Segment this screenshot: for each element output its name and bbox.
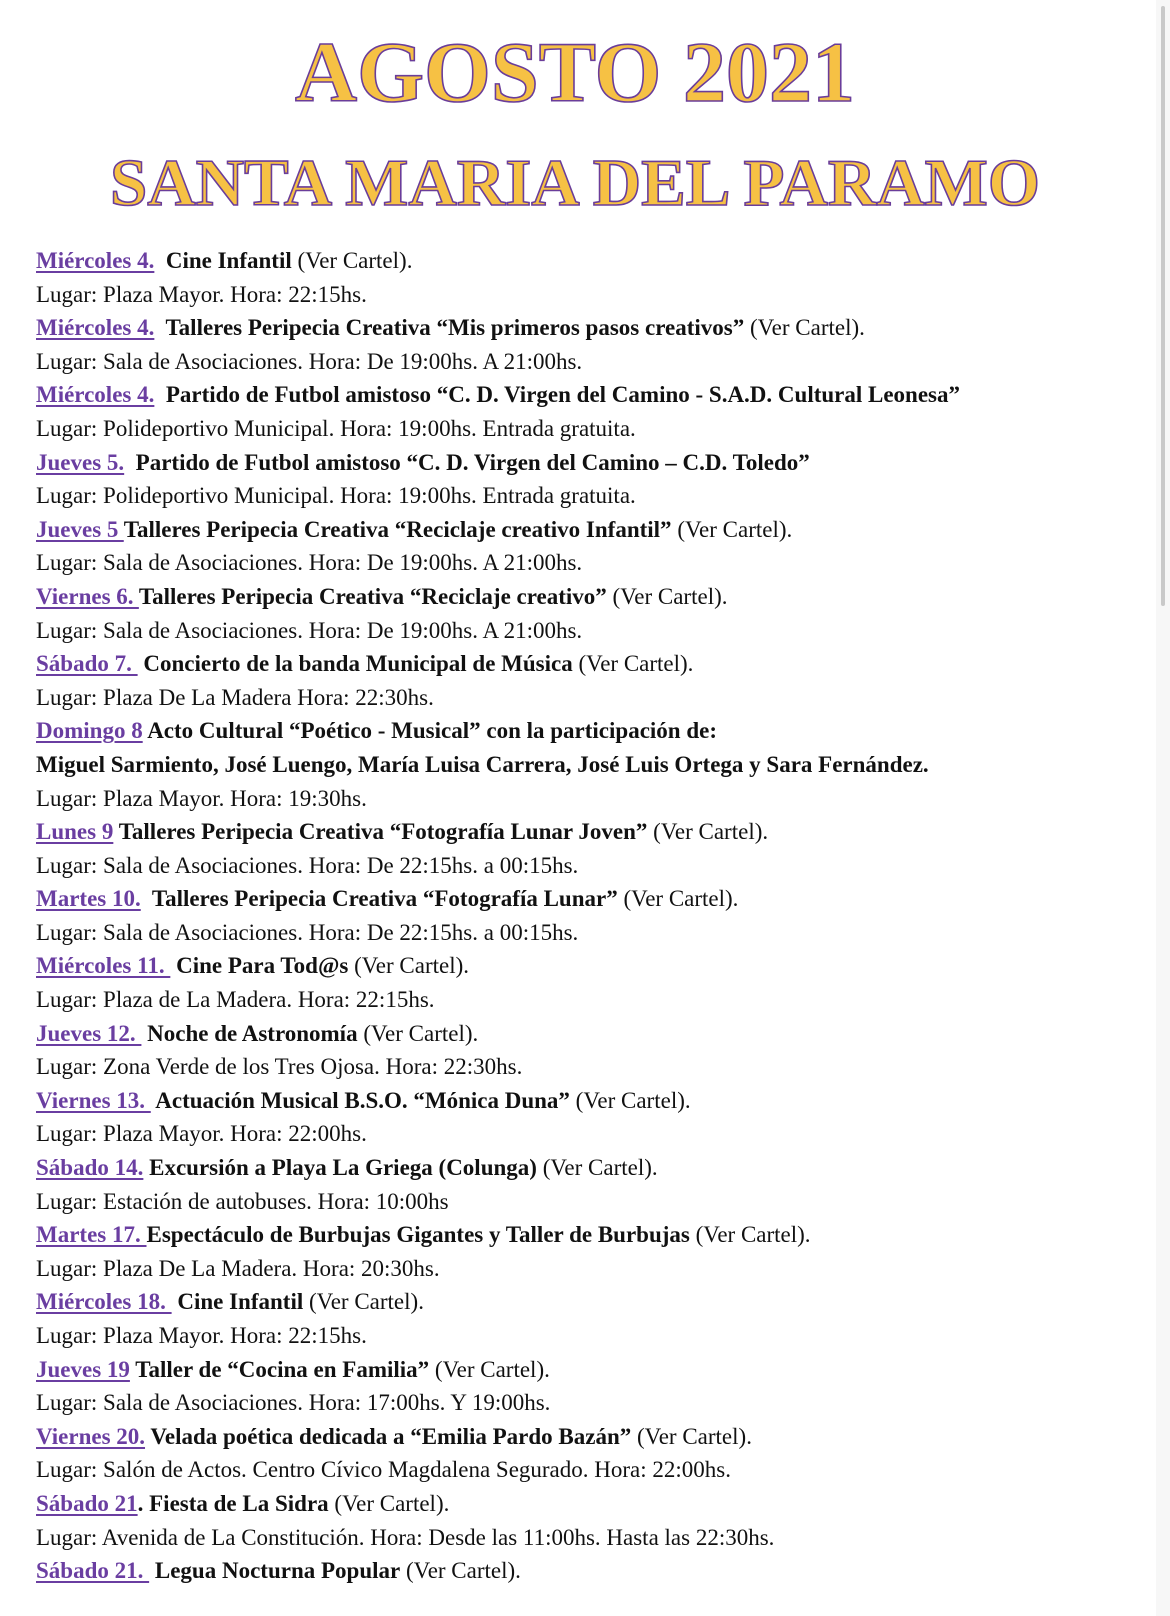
event-note: (Ver Cartel). xyxy=(671,516,793,542)
event-location: Lugar: Sala de Asociaciones. Hora: De 19:00hs. A 21:00hs. xyxy=(36,617,583,643)
event-entry xyxy=(36,714,1146,815)
event-title: Legua Nocturna Popular xyxy=(154,1558,401,1584)
event-location: Lugar: Plaza De La Madera. Hora: 20:30hs. xyxy=(36,1255,440,1281)
event-note: (Ver Cartel). xyxy=(348,953,470,979)
event-entry xyxy=(36,882,1146,949)
event-location: Lugar: Polideportivo Municipal. Hora: 19:00hs. Entrada gratuita. xyxy=(36,483,636,509)
event-title: Concierto de la banda Municipal de Música xyxy=(143,651,573,677)
event-heading-line xyxy=(36,311,1146,345)
event-participants: Miguel Sarmiento, José Luengo, María Luisa Carrera, José Luis Ortega y Sara Fernández. xyxy=(36,751,929,777)
event-title: Partido de Futbol amistoso “C. D. Virgen del Camino – C.D. Toledo” xyxy=(135,449,810,475)
event-heading-line xyxy=(36,446,1146,480)
event-note: (Ver Cartel). xyxy=(328,1490,450,1516)
event-entry xyxy=(36,1487,1146,1554)
event-day-separator: . xyxy=(137,1490,150,1516)
event-entry xyxy=(36,1353,1146,1420)
event-heading-line xyxy=(36,378,1146,412)
event-heading-line xyxy=(36,1285,1146,1319)
event-entry xyxy=(36,1151,1146,1218)
event-location: Lugar: Plaza Mayor. Hora: 19:30hs. xyxy=(36,785,367,811)
event-day-link[interactable]: Martes 17. xyxy=(36,1222,147,1248)
event-note: (Ver Cartel). xyxy=(291,248,413,273)
event-note: (Ver Cartel). xyxy=(400,1558,521,1584)
event-title: Talleres Peripecia Creativa “Fotografía Lunar” xyxy=(151,886,618,912)
event-entry xyxy=(36,513,1146,580)
event-location: Lugar: Sala de Asociaciones. Hora: 17:00hs. Y 19:00hs. xyxy=(36,1390,551,1416)
event-heading-line xyxy=(36,1151,1146,1185)
event-location: Lugar: Plaza Mayor. Hora: 22:15hs. xyxy=(36,281,367,307)
event-entry xyxy=(36,1218,1146,1285)
scrollbar-thumb[interactable] xyxy=(1161,6,1165,606)
event-day-link[interactable]: Jueves 5. xyxy=(36,449,125,475)
event-heading-line xyxy=(36,1084,1146,1118)
event-heading-line xyxy=(36,1353,1146,1387)
event-entry xyxy=(36,1420,1146,1487)
event-entry xyxy=(36,378,1146,445)
event-location: Lugar: Zona Verde de los Tres Ojosa. Hora: 22:30hs. xyxy=(36,1054,523,1080)
event-entry xyxy=(36,244,1146,311)
event-day-link[interactable]: Lunes 9 xyxy=(36,819,114,845)
event-title: Noche de Astronomía xyxy=(147,1020,358,1046)
event-title: Partido de Futbol amistoso “C. D. Virgen del Camino - S.A.D. Cultural Leonesa” xyxy=(165,382,961,408)
event-note: (Ver Cartel). xyxy=(744,315,865,341)
event-day-separator xyxy=(154,248,166,273)
event-heading-line xyxy=(36,1487,1146,1521)
event-location: Lugar: Plaza de La Madera. Hora: 22:15hs. xyxy=(36,987,435,1013)
event-day-link[interactable]: Domingo 8 xyxy=(36,718,143,744)
event-location: Lugar: Polideportivo Municipal. Hora: 19:00hs. Entrada gratuita. xyxy=(36,415,636,441)
event-entry xyxy=(36,446,1146,513)
event-title: Excursión a Playa La Griega (Colunga) xyxy=(149,1155,537,1181)
event-location: Lugar: Sala de Asociaciones. Hora: De 19:00hs. A 21:00hs. xyxy=(36,550,583,576)
event-entry xyxy=(36,1084,1146,1151)
event-heading-line xyxy=(36,513,1146,547)
event-heading-line xyxy=(36,580,1146,614)
event-day-link[interactable]: Sábado 7. xyxy=(36,651,138,677)
page-title: AGOSTO 2021 xyxy=(295,24,855,120)
event-entry xyxy=(36,1285,1146,1352)
event-entry xyxy=(36,647,1146,714)
event-heading-line xyxy=(36,647,1146,681)
event-day-link[interactable]: Viernes 6. xyxy=(36,583,139,609)
event-location: Lugar: Salón de Actos. Centro Cívico Magdalena Segurado. Hora: 22:00hs. xyxy=(36,1457,731,1483)
event-day-link[interactable]: Viernes 13. xyxy=(36,1087,151,1113)
event-location: Lugar: Estación de autobuses. Hora: 10:00hs xyxy=(36,1188,449,1214)
event-title: Velada poética dedicada a “Emilia Pardo Bazán” xyxy=(150,1423,632,1449)
event-heading-line xyxy=(36,1554,1146,1588)
event-title: Talleres Peripecia Creativa “Reciclaje creativo” xyxy=(138,583,607,609)
page-subtitle: SANTA MARIA DEL PARAMO xyxy=(110,146,1040,220)
event-day-link[interactable]: Miércoles 4. xyxy=(36,248,155,273)
event-title: Fiesta de La Sidra xyxy=(149,1490,329,1516)
event-day-separator xyxy=(154,382,166,407)
event-location: Lugar: Plaza Mayor. Hora: 22:00hs. xyxy=(36,1121,367,1147)
event-note: (Ver Cartel). xyxy=(647,819,769,845)
event-entry xyxy=(36,311,1146,378)
event-note: (Ver Cartel). xyxy=(357,1020,479,1046)
event-entry xyxy=(36,815,1146,882)
event-title: Espectáculo de Burbujas Gigantes y Taller de Burbujas xyxy=(146,1222,690,1248)
event-heading-line xyxy=(36,1017,1146,1051)
event-day-link[interactable]: Miércoles 4. xyxy=(36,382,155,408)
event-day-separator xyxy=(141,886,152,911)
event-entry xyxy=(36,580,1146,647)
event-location: Lugar: Sala de Asociaciones. Hora: De 19:00hs. A 21:00hs. xyxy=(36,348,583,374)
event-day-link[interactable]: Jueves 19 xyxy=(36,1356,130,1382)
event-list xyxy=(36,244,1146,1588)
event-title: Cine Para Tod@s xyxy=(176,953,349,979)
event-day-link[interactable]: Jueves 12. xyxy=(36,1020,142,1046)
event-heading-line xyxy=(36,714,1146,748)
event-heading-line xyxy=(36,1420,1146,1454)
event-note: (Ver Cartel). xyxy=(569,1087,691,1113)
event-note: (Ver Cartel). xyxy=(536,1155,658,1181)
event-entry xyxy=(36,1017,1146,1084)
event-note: (Ver Cartel). xyxy=(617,886,739,912)
event-day-link[interactable]: Viernes 20. xyxy=(36,1423,146,1449)
event-day-link[interactable]: Jueves 5 xyxy=(36,516,124,542)
event-note: (Ver Cartel). xyxy=(689,1222,811,1248)
vertical-scrollbar[interactable] xyxy=(1156,0,1170,1616)
event-location: Lugar: Sala de Asociaciones. Hora: De 22:15hs. a 00:15hs. xyxy=(36,919,579,945)
event-note: (Ver Cartel). xyxy=(631,1423,752,1449)
event-note: (Ver Cartel). xyxy=(429,1356,550,1382)
event-day-link[interactable]: Martes 10. xyxy=(36,886,141,912)
event-location: Lugar: Avenida de La Constitución. Hora: Desde las 11:00hs. Hasta las 22:30hs. xyxy=(36,1524,775,1550)
event-location: Lugar: Sala de Asociaciones. Hora: De 22:15hs. a 00:15hs. xyxy=(36,852,579,878)
event-heading-line xyxy=(36,949,1146,983)
event-day-link[interactable]: Sábado 21 xyxy=(36,1490,138,1516)
event-day-link[interactable]: Miércoles 4. xyxy=(36,315,155,341)
event-day-link[interactable]: Miércoles 18. xyxy=(36,1289,172,1315)
event-title: Actuación Musical B.S.O. “Mónica Duna” xyxy=(155,1087,570,1113)
event-day-link[interactable]: Sábado 14. xyxy=(36,1155,144,1181)
event-day-link[interactable]: Miércoles 11. xyxy=(36,953,171,979)
event-title: Talleres Peripecia Creativa “Mis primeros pasos creativos” xyxy=(165,315,745,341)
event-heading-line xyxy=(36,244,1146,278)
event-entry xyxy=(36,949,1146,1016)
event-title: Taller de “Cocina en Familia” xyxy=(135,1356,430,1382)
event-entry xyxy=(36,1554,1146,1588)
event-day-separator xyxy=(124,450,136,475)
event-note: (Ver Cartel). xyxy=(572,651,694,677)
event-title: Talleres Peripecia Creativa “Fotografía Lunar Joven” xyxy=(118,819,648,845)
event-location: Lugar: Plaza De La Madera Hora: 22:30hs. xyxy=(36,684,434,710)
event-heading-line xyxy=(36,1218,1146,1252)
event-title: Cine Infantil xyxy=(177,1289,304,1315)
event-location: Lugar: Plaza Mayor. Hora: 22:15hs. xyxy=(36,1323,367,1348)
event-title: Talleres Peripecia Creativa “Reciclaje creativo Infantil” xyxy=(123,516,672,542)
event-heading-line xyxy=(36,815,1146,849)
event-note: (Ver Cartel). xyxy=(606,583,728,609)
event-day-link[interactable]: Sábado 21. xyxy=(36,1558,150,1584)
event-day-separator xyxy=(154,315,165,340)
event-heading-line xyxy=(36,882,1146,916)
event-note: (Ver Cartel). xyxy=(303,1289,424,1315)
event-title: Cine Infantil xyxy=(165,248,292,273)
event-title: Acto Cultural “Poético - Musical” con la participación de: xyxy=(147,718,717,744)
